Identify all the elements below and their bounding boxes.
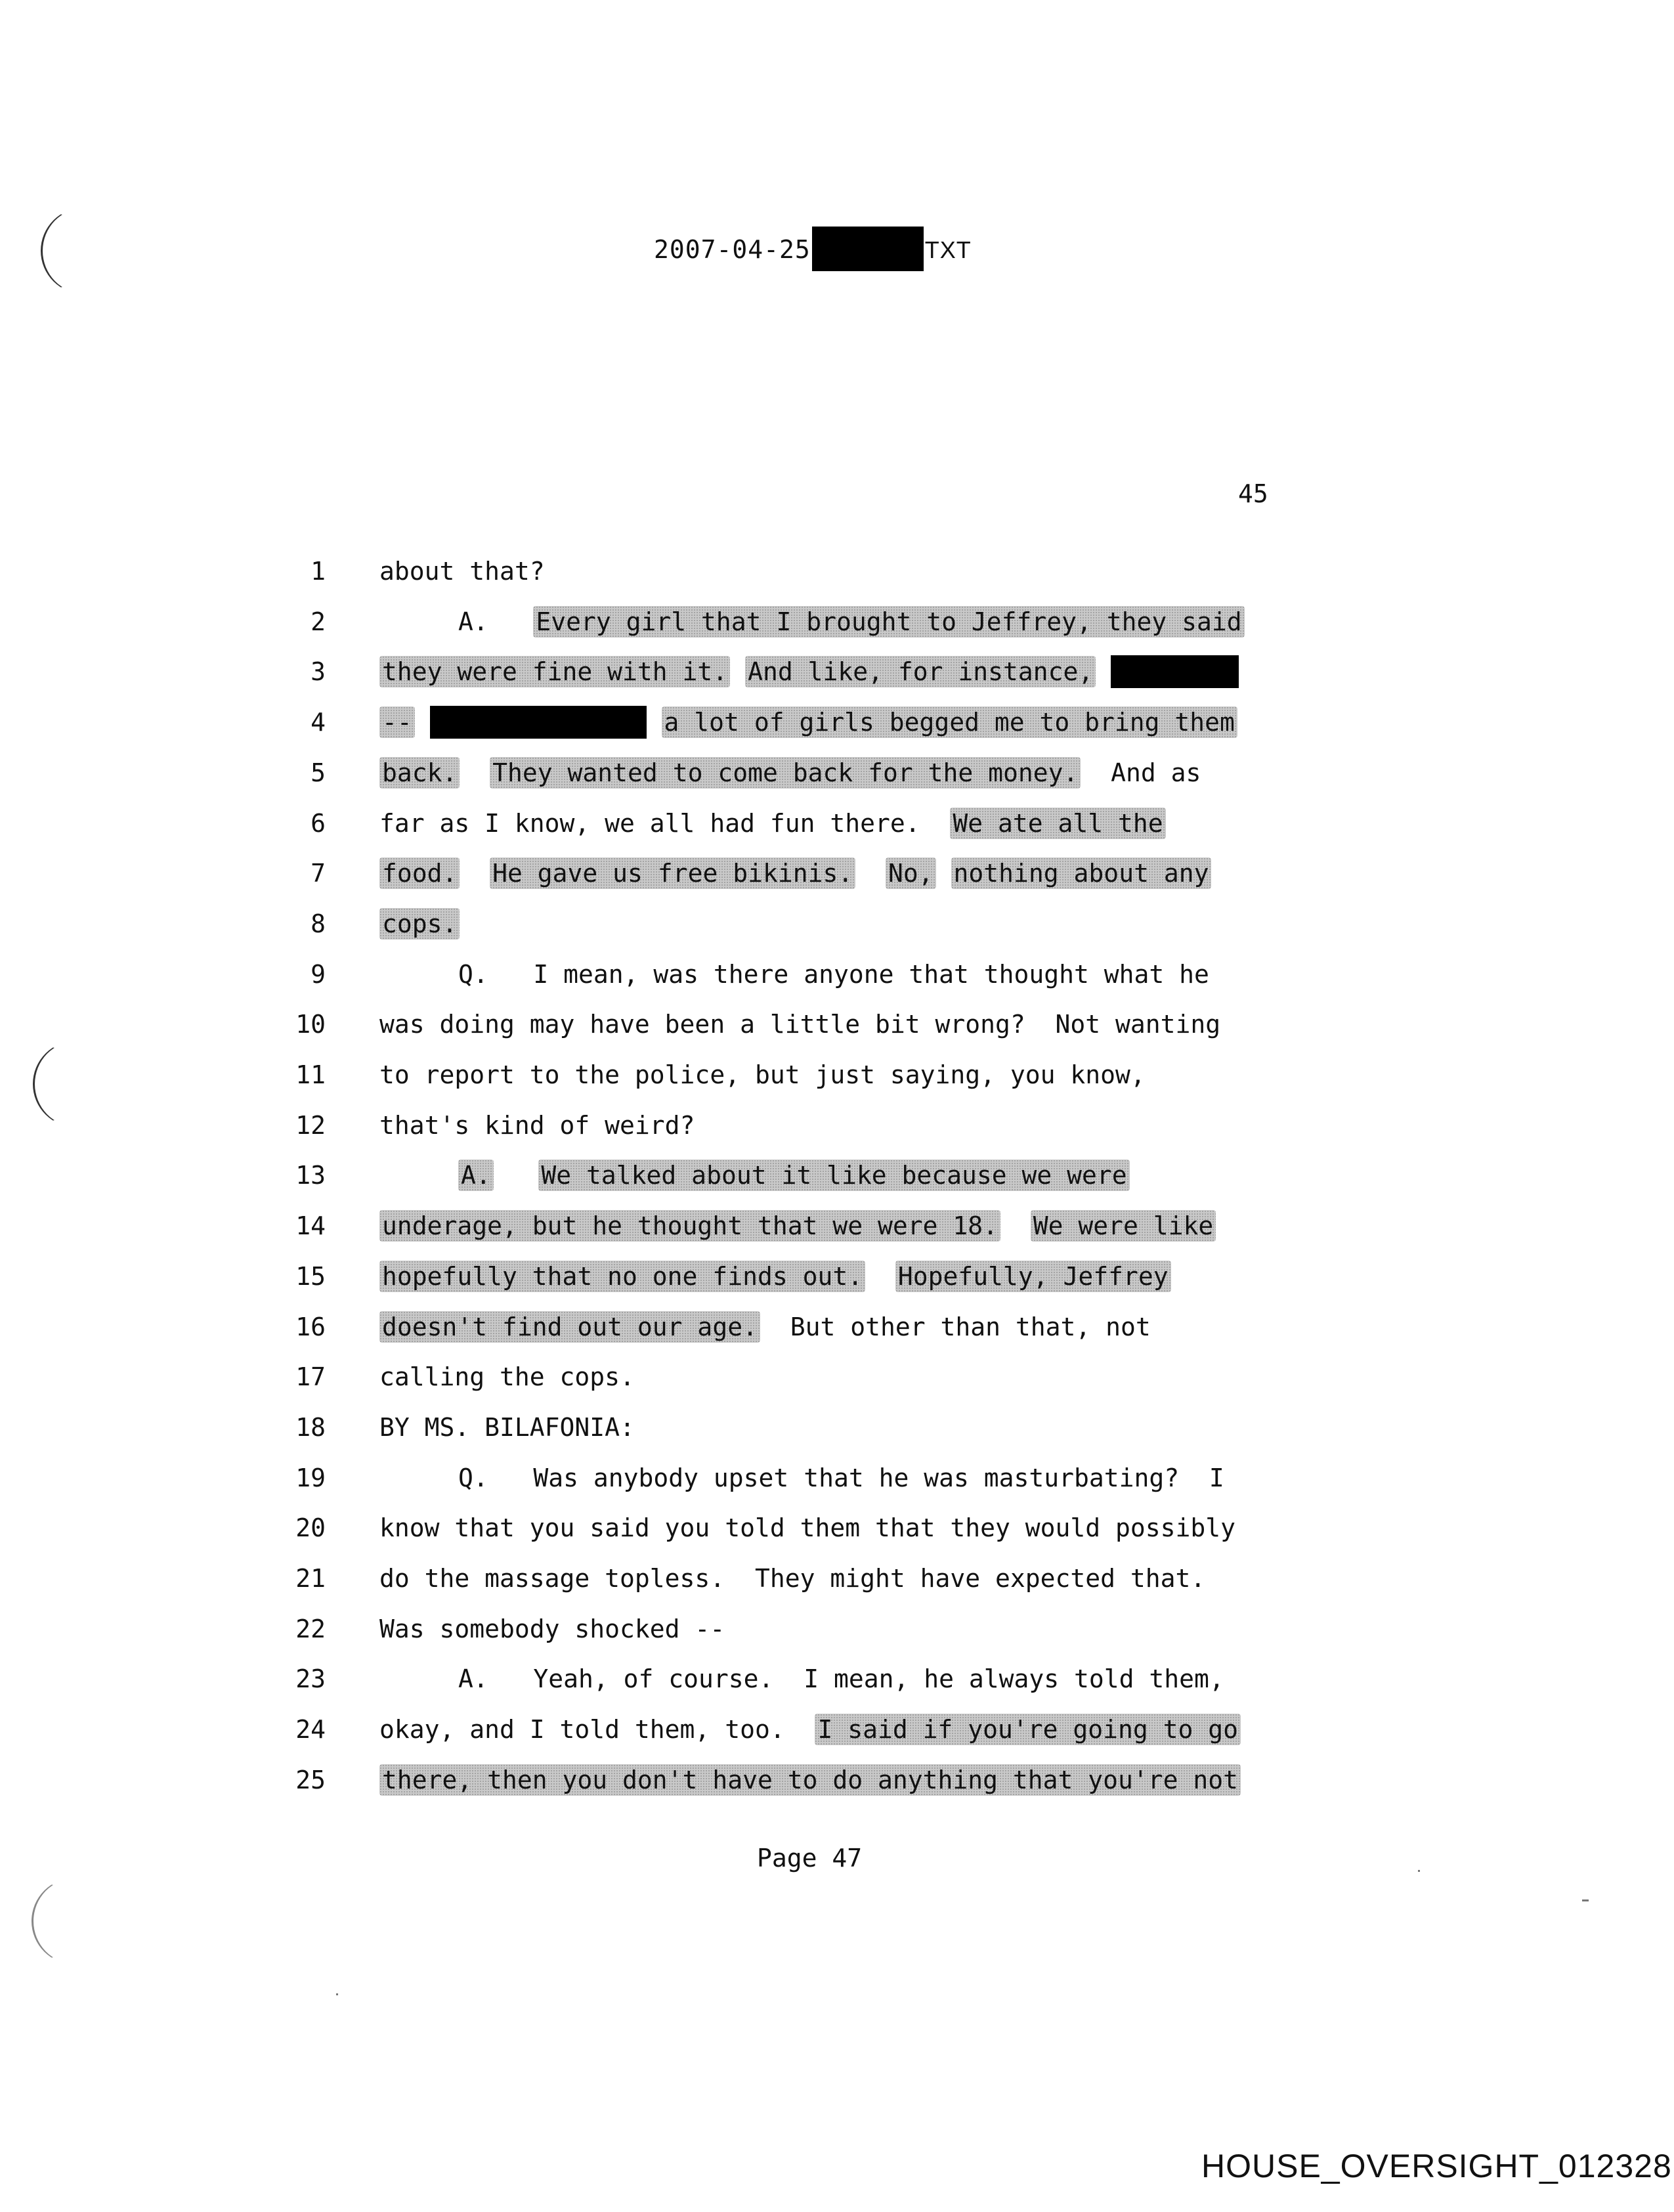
text-segment [460, 758, 490, 787]
line-text [379, 1307, 1151, 1347]
text-segment: Q. I mean, was there anyone that thought what he [458, 959, 1209, 989]
text-segment: And as [1081, 758, 1201, 787]
line-text [458, 1458, 1224, 1498]
text-segment [1096, 657, 1111, 686]
line-text [379, 703, 1237, 742]
transcript-page-number: 45 [1238, 479, 1268, 508]
line-text [379, 1005, 1220, 1044]
scan-speck [1418, 1870, 1420, 1872]
line-text [379, 1760, 1241, 1800]
highlighted-text: back. [379, 757, 460, 789]
transcript-line [0, 1357, 1674, 1397]
transcript-line [0, 753, 1674, 792]
text-segment: know that you said you told them that they would possibly [379, 1513, 1236, 1543]
text-segment: about that? [379, 557, 545, 586]
line-text [379, 552, 545, 591]
text-segment [494, 1161, 539, 1190]
transcript-line [0, 1609, 1674, 1649]
line-text [379, 1408, 635, 1447]
text-segment [460, 859, 490, 888]
line-text [379, 1257, 1171, 1296]
highlighted-text: Hopefully, Jeffrey [895, 1261, 1171, 1292]
line-text [379, 1559, 1205, 1598]
transcript-line [0, 1156, 1674, 1195]
transcript-line [0, 1257, 1674, 1296]
line-text [379, 804, 1166, 843]
redaction-box [430, 706, 647, 739]
highlighted-text: -- [379, 706, 415, 738]
line-number: 11 [295, 1060, 326, 1089]
transcript-line [0, 1710, 1674, 1749]
scan-speck [1582, 1899, 1589, 1901]
text-segment: But other than that, not [760, 1312, 1151, 1341]
highlighted-text: We were like [1031, 1210, 1216, 1242]
text-segment [865, 1262, 895, 1291]
highlighted-text: nothing about any [951, 857, 1212, 889]
transcript-line [0, 1559, 1674, 1598]
transcript-line [0, 1760, 1674, 1800]
line-number: 25 [295, 1765, 326, 1794]
text-segment [647, 708, 662, 737]
transcript-line [0, 703, 1674, 742]
line-number: 3 [311, 657, 326, 687]
transcript-line [0, 1408, 1674, 1447]
line-text [379, 1106, 695, 1145]
highlighted-text: cops. [379, 908, 460, 940]
punch-hole-mark [41, 207, 128, 294]
highlighted-text: there, then you don't have to do anything that you're not [379, 1764, 1241, 1796]
highlighted-text: A. [458, 1160, 494, 1191]
line-number: 15 [295, 1261, 326, 1291]
line-number: 21 [295, 1564, 326, 1593]
transcript-line [0, 1458, 1674, 1498]
text-segment [936, 859, 951, 888]
text-segment [730, 657, 745, 686]
document-header [654, 227, 972, 271]
line-text [379, 1055, 1146, 1095]
highlighted-text: No, [886, 857, 936, 889]
line-text [379, 753, 1201, 792]
footer-page-label: Page 47 [757, 1844, 863, 1873]
highlighted-text: We ate all the [950, 808, 1165, 839]
line-number: 22 [295, 1614, 326, 1643]
line-number: 13 [295, 1161, 326, 1190]
line-number: 9 [311, 959, 326, 989]
text-segment: that's kind of weird? [379, 1110, 695, 1140]
text-segment: okay, and I told them, too. [379, 1715, 815, 1745]
line-number: 7 [311, 859, 326, 888]
line-number: 20 [295, 1513, 326, 1543]
text-segment: A. Yeah, of course. I mean, he always told them, [458, 1664, 1224, 1694]
line-number: 10 [295, 1010, 326, 1039]
line-text [379, 1609, 725, 1649]
transcript-line [0, 955, 1674, 994]
line-number: 6 [311, 808, 326, 838]
transcript-line [0, 602, 1674, 641]
highlighted-text: hopefully that no one finds out. [379, 1261, 865, 1292]
text-segment: Q. Was anybody upset that he was masturbating? I [458, 1463, 1224, 1492]
transcript-line [0, 904, 1674, 943]
highlighted-text: We talked about it like because we were [538, 1160, 1129, 1191]
transcript-line [0, 552, 1674, 591]
transcript-line [0, 1055, 1674, 1095]
transcript-line [0, 1307, 1674, 1347]
highlighted-text: a lot of girls begged me to bring them [662, 706, 1237, 738]
line-number: 24 [295, 1715, 326, 1745]
text-segment: far as I know, we all had fun there. [379, 808, 951, 838]
line-number: 4 [311, 708, 326, 737]
line-text [379, 1206, 1216, 1246]
transcript-line [0, 1005, 1674, 1044]
line-text [458, 955, 1209, 994]
highlighted-text: I said if you're going to go [815, 1714, 1241, 1745]
highlighted-text: they were fine with it. [379, 656, 730, 687]
text-segment: A. [458, 607, 534, 636]
line-number: 23 [295, 1664, 326, 1694]
text-segment [415, 708, 430, 737]
text-segment: do the massage topless. They might have expected that. [379, 1564, 1206, 1593]
line-number: 12 [295, 1110, 326, 1140]
line-number: 19 [295, 1463, 326, 1492]
text-segment: to report to the police, but just saying, you know, [379, 1060, 1146, 1089]
highlighted-text: Every girl that I brought to Jeffrey, they said [533, 606, 1244, 638]
transcript-line [0, 854, 1674, 893]
highlighted-text: food. [379, 857, 460, 889]
line-number: 18 [295, 1412, 326, 1442]
punch-hole-mark [32, 1878, 119, 1964]
highlighted-text: They wanted to come back for the money. [490, 757, 1081, 789]
highlighted-text: He gave us free bikinis. [490, 857, 855, 889]
transcript-line [0, 652, 1674, 691]
text-segment [1000, 1211, 1031, 1240]
transcript-line [0, 1659, 1674, 1699]
transcript-line [0, 1106, 1674, 1145]
text-segment: calling the cops. [379, 1362, 635, 1392]
header-suffix: TXT [924, 236, 972, 263]
highlighted-text: underage, but he thought that we were 18. [379, 1210, 1000, 1242]
scan-speck [336, 1993, 338, 1995]
header-date: 2007-04-25 [654, 235, 811, 264]
line-number: 1 [311, 557, 326, 586]
line-text [379, 904, 460, 943]
transcript-line [0, 804, 1674, 843]
line-text [379, 1357, 635, 1397]
line-number: 14 [295, 1211, 326, 1241]
text-segment: was doing may have been a little bit wrong? Not wanting [379, 1010, 1221, 1039]
transcript-line [0, 1508, 1674, 1548]
line-number: 8 [311, 909, 326, 938]
line-text [379, 1508, 1235, 1548]
text-segment: Was somebody shocked -- [379, 1614, 725, 1643]
redaction-box [1111, 655, 1239, 688]
line-number: 5 [311, 758, 326, 787]
line-number: 16 [295, 1312, 326, 1341]
line-text [458, 1659, 1224, 1699]
line-text [379, 652, 1239, 691]
text-segment: BY MS. BILAFONIA: [379, 1412, 635, 1442]
line-text [458, 1156, 1130, 1195]
line-text [458, 602, 1245, 641]
highlighted-text: doesn't find out our age. [379, 1311, 760, 1343]
text-segment [855, 859, 886, 888]
line-number: 17 [295, 1362, 326, 1392]
line-text [379, 1710, 1241, 1749]
highlighted-text: And like, for instance, [745, 656, 1096, 687]
redaction-box [812, 227, 924, 271]
transcript-line [0, 1206, 1674, 1246]
bates-number: HOUSE_OVERSIGHT_012328 [1201, 2148, 1672, 2184]
line-text [379, 854, 1211, 893]
line-number: 2 [311, 607, 326, 636]
